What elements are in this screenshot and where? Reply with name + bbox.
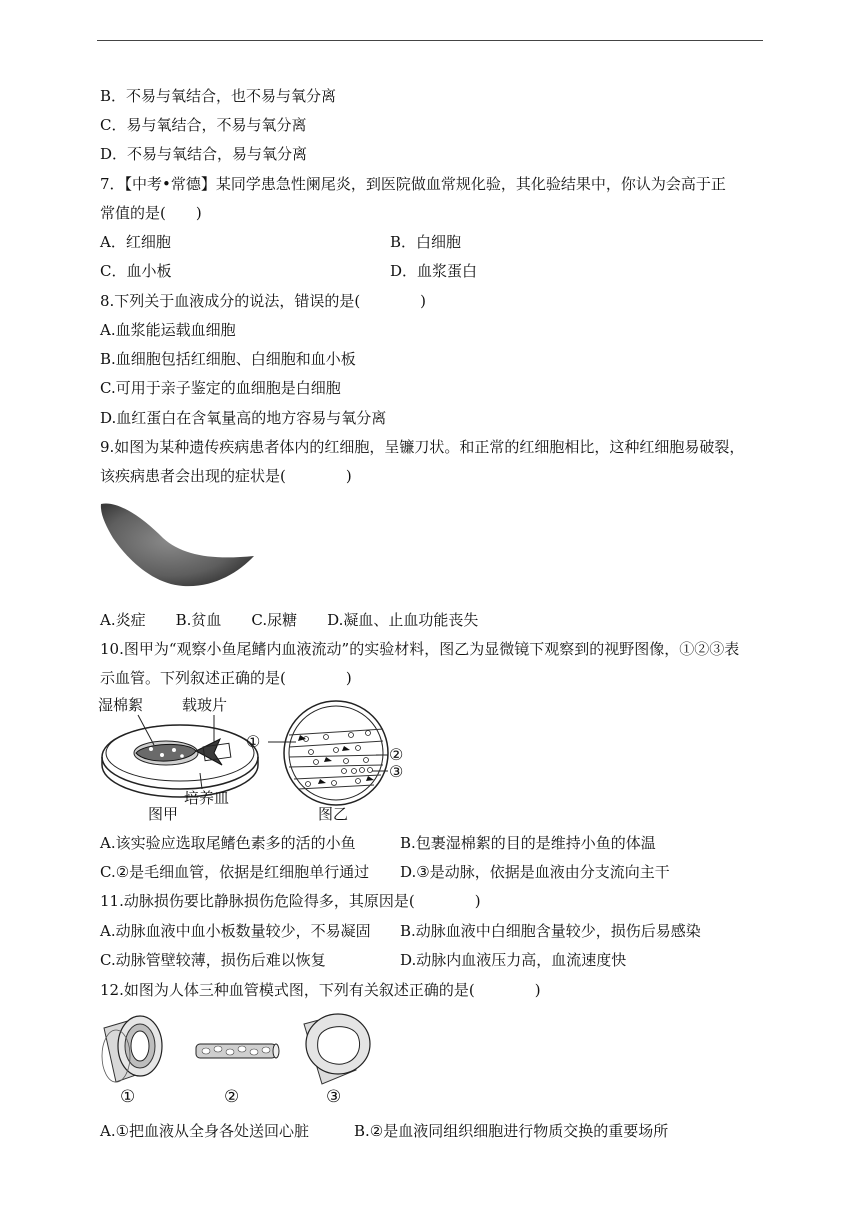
dish-label: 培养皿 [184, 790, 230, 807]
q10-option-b: B.包裹湿棉絮的目的是维持小鱼的体温 [400, 834, 656, 852]
artery-diagram [102, 1016, 162, 1082]
vessel-marker-1: ① [246, 734, 261, 751]
q9-options: A.炎症 B.贫血 C.尿糖 D.凝血、止血功能丧失 [100, 611, 479, 629]
sickle-cell-shape [101, 503, 254, 586]
q10-option-c: C.②是毛细血管，依据是红细胞单行通过 [100, 863, 370, 881]
vessel-marker-3: ③ [389, 764, 404, 781]
q12-stem: 12.如图为人体三种血管模式图，下列有关叙述正确的是( ) [100, 981, 541, 999]
vessel-label-1: ① [120, 1087, 136, 1106]
vessel-marker-2: ② [389, 747, 404, 764]
q7-option-b: B．白细胞 [390, 233, 462, 251]
q7-stem-line1: 7．【中考•常德】某同学患急性阑尾炎，到医院做血常规化验，其化验结果中，你认为会高于正 [100, 175, 726, 193]
q11-option-d: D.动脉内血液压力高，血流速度快 [400, 951, 627, 969]
q8-option-b: B.血细胞包括红细胞、白细胞和血小板 [100, 350, 356, 368]
q12-option-b: B.②是血液同组织细胞进行物质交换的重要场所 [354, 1122, 669, 1140]
q9-stem-line2: 该疾病患者会出现的症状是( ) [100, 467, 352, 485]
q10-option-a: A.该实验应选取尾鳍色素多的活的小鱼 [100, 834, 356, 852]
q6-option-b: B．不易与氧结合，也不易与氧分离 [100, 87, 337, 105]
petri-dish-diagram [98, 696, 261, 823]
q10-stem-line1: 10.图甲为“观察小鱼尾鳍内血液流动”的实验材料，图乙为显微镜下观察到的视野图像，①②③表 [100, 640, 740, 658]
vein-diagram [304, 1014, 370, 1084]
q11-option-c: C.动脉管壁较薄，损伤后难以恢复 [100, 951, 326, 969]
wet-cotton-label: 湿棉絮 [98, 697, 144, 714]
q10-stem-line2: 示血管。下列叙述正确的是( ) [100, 669, 352, 687]
q11-option-a: A.动脉血液中血小板数量较少，不易凝固 [100, 922, 371, 940]
q9-stem-line1: 9.如图为某种遗传疾病患者体内的红细胞，呈镰刀状。和正常的红细胞相比，这种红细胞易破裂， [100, 438, 745, 456]
header-rule [97, 40, 763, 41]
microscope-view-diagram [246, 701, 403, 823]
q7-stem-line2: 常值的是( ) [100, 204, 202, 222]
q7-option-c: C．血小板 [100, 262, 172, 280]
capillary-diagram [196, 1044, 279, 1058]
q7-option-a: A．红细胞 [100, 233, 171, 251]
q10-option-d: D.③是动脉，依据是血液由分支流向主干 [400, 863, 670, 881]
q11-stem: 11.动脉损伤要比静脉损伤危险得多，其原因是( ) [100, 892, 481, 910]
vessel-label-3: ③ [326, 1087, 342, 1106]
q8-option-c: C.可用于亲子鉴定的血细胞是白细胞 [100, 379, 341, 397]
slide-label: 载玻片 [182, 697, 228, 714]
blood-vessels-figure [96, 1010, 386, 1108]
q6-option-c: C．易与氧结合，不易与氧分离 [100, 116, 307, 134]
q8-stem: 8.下列关于血液成分的说法，错误的是( ) [100, 292, 427, 310]
sickle-cell-figure [98, 498, 258, 593]
q11-option-b: B.动脉血液中白细胞含量较少，损伤后易感染 [400, 922, 701, 940]
vessel-label-2: ② [224, 1087, 240, 1106]
q7-option-d: D．血浆蛋白 [390, 262, 478, 280]
fish-experiment-figure [96, 695, 416, 823]
q12-option-a: A.①把血液从全身各处送回心脏 [100, 1122, 310, 1140]
q8-option-a: A.血浆能运载血细胞 [100, 321, 236, 339]
q6-option-d: D．不易与氧结合，易与氧分离 [100, 145, 308, 163]
q8-option-d: D.血红蛋白在含氧量高的地方容易与氧分离 [100, 409, 387, 427]
figure-jia-label: 图甲 [148, 806, 179, 823]
figure-yi-label: 图乙 [318, 806, 349, 823]
